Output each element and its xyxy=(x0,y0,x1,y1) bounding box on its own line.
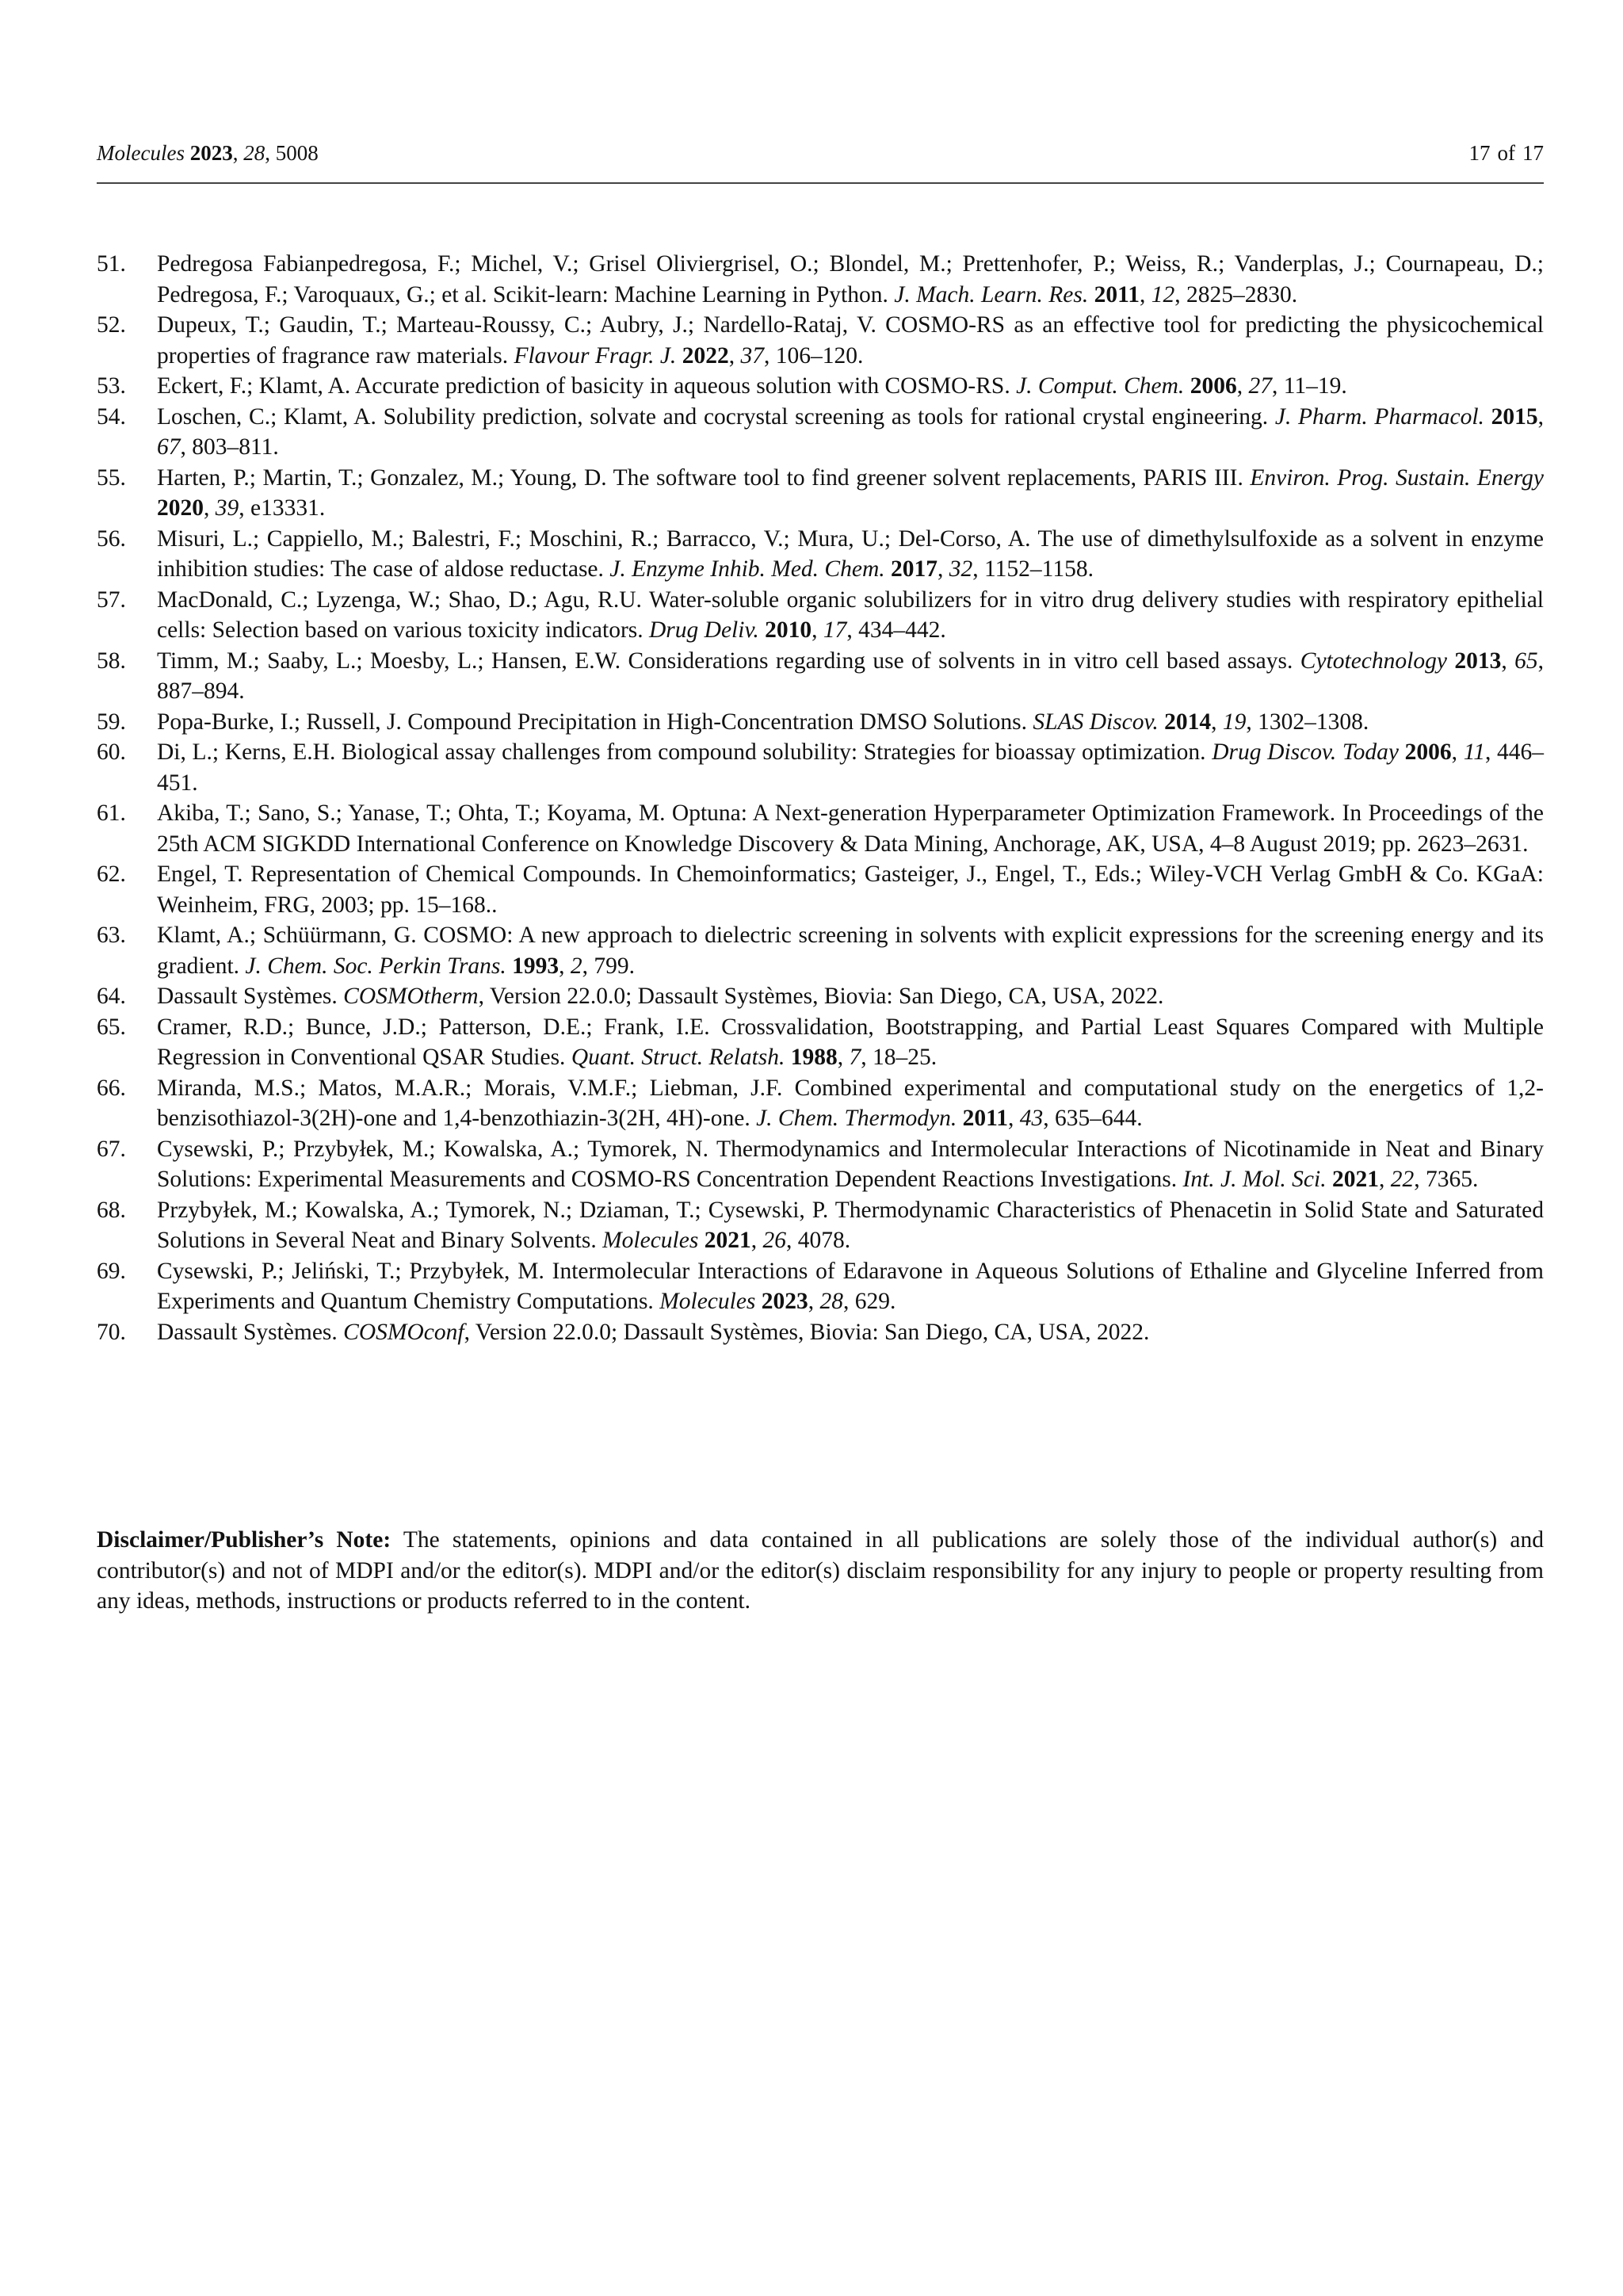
journal-volume: 28 xyxy=(243,141,265,165)
reference-segment: , 18–25. xyxy=(861,1045,938,1070)
reference-year: 1993 xyxy=(512,953,559,979)
reference-segment: , 799. xyxy=(582,953,636,979)
reference-segment: Eckert, F.; Klamt, A. Accurate prediction of basicity in aqueous solution with COSMO-RS. xyxy=(157,373,1017,399)
reference-text xyxy=(157,739,1544,796)
reference-number: 59. xyxy=(97,709,126,735)
reference-list xyxy=(97,249,1544,1347)
reference-year: 2006 xyxy=(1190,373,1237,399)
reference-segment: , xyxy=(1378,1167,1391,1192)
reference-segment xyxy=(759,617,765,643)
reference-segment xyxy=(885,556,891,582)
reference-number: 70. xyxy=(97,1319,126,1345)
reference-text xyxy=(157,800,1544,857)
reference-segment: , 4078. xyxy=(785,1228,851,1253)
page-number xyxy=(1469,141,1545,166)
reference-segment: Pedregosa Fabianpedregosa, F.; Michel, V.; Grisel Oliviergrisel, O.; Blondel, M.; Prettenhofer, P.; Weiss, R.; Vanderplas, J.; Cournapeau, D.; Pedregosa, F.; Varoquaux, G.; et al. Scikit-learn: Machine Learning in Python. xyxy=(157,251,1544,308)
reference-italic: 12 xyxy=(1151,281,1175,308)
reference-number: 58. xyxy=(97,648,126,674)
reference-item xyxy=(97,310,1544,371)
journal-name: Molecules xyxy=(97,141,185,165)
reference-italic: Environ. Prog. Sustain. Energy xyxy=(1250,464,1544,491)
reference-italic: J. Pharm. Pharmacol. xyxy=(1274,403,1484,430)
reference-year: 2014 xyxy=(1164,709,1212,735)
reference-italic: J. Mach. Learn. Res. xyxy=(894,281,1089,308)
reference-segment: , xyxy=(1236,373,1249,399)
disclaimer-label: Disclaimer/Publisher’s Note: xyxy=(97,1527,391,1553)
reference-text xyxy=(157,1014,1544,1071)
reference-segment: , xyxy=(559,953,571,979)
journal-year: 2023 xyxy=(189,141,233,165)
reference-segment: , Version 22.0.0; Dassault Systèmes, Biovia: San Diego, CA, USA, 2022. xyxy=(464,1319,1150,1345)
reference-segment: Przybyłek, M.; Kowalska, A.; Tymorek, N.; Dziaman, T.; Cysewski, P. Thermodynamic Characteristics of Phenacetin in Solid State and Saturated Solutions in Several Neat and Binary Solvents. xyxy=(157,1197,1544,1253)
reference-segment xyxy=(1088,282,1094,308)
article-number: 5008 xyxy=(275,141,319,165)
reference-item xyxy=(97,646,1544,707)
reference-item xyxy=(97,524,1544,585)
reference-year: 2022 xyxy=(682,342,729,369)
reference-segment: , xyxy=(1008,1106,1020,1131)
reference-number: 65. xyxy=(97,1014,126,1040)
total-pages: 17 xyxy=(1522,141,1544,165)
reference-year: 2011 xyxy=(962,1106,1009,1131)
reference-segment: , xyxy=(1139,281,1151,308)
reference-segment: , xyxy=(808,1289,820,1314)
reference-text xyxy=(157,648,1544,705)
reference-italic: J. Chem. Thermodyn. xyxy=(756,1106,957,1131)
reference-number: 51. xyxy=(97,251,126,277)
reference-italic: SLAS Discov. xyxy=(1033,709,1159,735)
reference-italic: Flavour Fragr. J. xyxy=(514,342,677,369)
reference-italic: COSMOconf xyxy=(343,1319,464,1345)
reference-text xyxy=(157,251,1544,308)
reference-year: 2006 xyxy=(1404,739,1452,765)
reference-item xyxy=(97,1256,1544,1317)
reference-segment: , 635–644. xyxy=(1043,1106,1143,1131)
page-of-label: of xyxy=(1497,141,1515,165)
reference-year: 1988 xyxy=(790,1045,838,1070)
reference-italic: 2 xyxy=(570,953,582,979)
reference-segment: , 629. xyxy=(843,1289,896,1314)
reference-year: 2020 xyxy=(157,495,204,521)
reference-italic: 19 xyxy=(1222,709,1247,735)
reference-segment xyxy=(698,1228,704,1253)
reference-segment: Dassault Systèmes. xyxy=(157,984,344,1009)
reference-italic: 26 xyxy=(762,1228,786,1253)
reference-segment: Dupeux, T.; Gaudin, T.; Marteau-Roussy, C.; Aubry, J.; Nardello-Rataj, V. COSMO-RS as an effective tool for predicting the physicochemical properties of fragrance raw materials. xyxy=(157,312,1544,369)
reference-segment xyxy=(1484,404,1491,430)
reference-text xyxy=(157,373,1347,399)
reference-number: 53. xyxy=(97,373,126,399)
reference-segment xyxy=(1184,373,1190,399)
reference-item xyxy=(97,981,1544,1012)
reference-segment xyxy=(957,1106,962,1131)
reference-italic: COSMOtherm xyxy=(343,984,479,1009)
reference-number: 63. xyxy=(97,923,126,948)
reference-year: 2021 xyxy=(1331,1167,1379,1192)
reference-item xyxy=(97,402,1544,463)
reference-segment: , xyxy=(750,1228,763,1253)
reference-italic: 65 xyxy=(1514,648,1538,674)
reference-segment: MacDonald, C.; Lyzenga, W.; Shao, D.; Agu, R.U. Water-soluble organic solubilizers for in vitro drug delivery studies with respiratory epithelial cells: Selection based on various toxicity indicators. xyxy=(157,586,1544,643)
reference-number: 60. xyxy=(97,739,126,765)
reference-segment xyxy=(755,1289,761,1314)
reference-year: 2017 xyxy=(891,556,938,582)
reference-segment: , xyxy=(837,1045,850,1070)
reference-item xyxy=(97,1317,1544,1348)
reference-item xyxy=(97,798,1544,859)
reference-item xyxy=(97,1195,1544,1256)
reference-segment xyxy=(1399,739,1405,765)
reference-italic: 28 xyxy=(819,1289,844,1314)
reference-segment: , 11–19. xyxy=(1271,373,1347,399)
reference-number: 66. xyxy=(97,1075,126,1101)
reference-number: 52. xyxy=(97,312,126,338)
reference-italic: J. Chem. Soc. Perkin Trans. xyxy=(245,953,506,979)
reference-segment: Cysewski, P.; Przybyłek, M.; Kowalska, A.; Tymorek, N. Thermodynamics and Intermolecular Interactions of Nicotinamide in Neat and Binary Solutions: Experimental Measurements and COSMO-RS Concentration Dependent Reactions Investigations. xyxy=(157,1136,1544,1192)
reference-year: 2015 xyxy=(1491,403,1538,430)
reference-italic: 7 xyxy=(849,1045,861,1070)
reference-item xyxy=(97,737,1544,798)
reference-segment: , 1302–1308. xyxy=(1246,709,1369,735)
reference-item xyxy=(97,920,1544,981)
reference-italic: Quant. Struct. Relatsh. xyxy=(571,1045,785,1070)
reference-segment: , xyxy=(1211,709,1223,735)
reference-italic: Drug Discov. Today xyxy=(1212,739,1399,765)
reference-text xyxy=(157,1137,1544,1193)
reference-segment: Klamt, A.; Schüürmann, G. COSMO: A new approach to dielectric screening in solvents with explicit expressions for the screening energy and its gradient. xyxy=(157,923,1544,979)
reference-italic: Int. J. Mol. Sci. xyxy=(1182,1167,1327,1192)
reference-segment: Loschen, C.; Klamt, A. Solubility prediction, solvate and cocrystal screening as tools for rational crystal engineering. xyxy=(157,403,1275,430)
reference-segment: , xyxy=(1451,739,1464,765)
reference-number: 69. xyxy=(97,1258,126,1284)
reference-text xyxy=(157,984,1163,1009)
reference-number: 64. xyxy=(97,984,126,1009)
reference-segment: , 7365. xyxy=(1414,1167,1479,1192)
disclaimer-note xyxy=(97,1525,1544,1617)
reference-segment xyxy=(676,343,682,369)
reference-segment: , xyxy=(938,556,949,582)
reference-segment: Di, L.; Kerns, E.H. Biological assay challenges from compound solubility: Strategies for bioassay optimization. xyxy=(157,739,1212,765)
reference-segment xyxy=(1327,1167,1332,1192)
reference-item xyxy=(97,1073,1544,1134)
reference-segment xyxy=(1447,648,1454,674)
reference-segment: , xyxy=(1537,403,1544,430)
reference-year: 2023 xyxy=(761,1289,808,1314)
reference-item xyxy=(97,707,1544,738)
reference-italic: Molecules xyxy=(659,1289,756,1314)
reference-segment: Cramer, R.D.; Bunce, J.D.; Patterson, D.E.; Frank, I.E. Crossvalidation, Bootstrapping, and Partial Least Squares Compared with Multiple Regression in Conventional QSAR Studies. xyxy=(157,1014,1544,1070)
reference-year: 2011 xyxy=(1094,281,1140,308)
current-page: 17 xyxy=(1468,141,1491,165)
reference-segment: Harten, P.; Martin, T.; Gonzalez, M.; Young, D. The software tool to find greener solvent replacements, PARIS III. xyxy=(157,464,1251,491)
reference-italic: 17 xyxy=(823,617,847,643)
reference-text xyxy=(157,526,1544,583)
reference-item xyxy=(97,859,1544,920)
reference-segment: , 434–442. xyxy=(846,617,946,643)
reference-item xyxy=(97,585,1544,646)
reference-segment: Misuri, L.; Cappiello, M.; Balestri, F.; Moschini, R.; Barracco, V.; Mura, U.; Del-Corso, A. The use of dimethylsulfoxide as a solvent in enzyme inhibition studies: The case of aldose reductase. xyxy=(157,525,1544,582)
disclaimer-text: The statements, opinions and data contained in all publications are solely those of the individual author(s) and contributor(s) and not of MDPI and/or the editor(s). MDPI and/or the editor(s) disclaim responsibility for any injury to people or property resulting from any ideas, methods, instructions or products referred to in the content. xyxy=(97,1527,1544,1614)
reference-italic: 67 xyxy=(157,434,181,460)
reference-text xyxy=(157,923,1544,979)
reference-text xyxy=(157,465,1544,521)
page-header xyxy=(97,141,1544,184)
reference-segment: , 2825–2830. xyxy=(1174,281,1298,308)
reference-number: 55. xyxy=(97,464,126,491)
reference-number: 56. xyxy=(97,525,126,552)
reference-item xyxy=(97,1012,1544,1073)
reference-segment: Dassault Systèmes. xyxy=(157,1319,344,1345)
reference-italic: Drug Deliv. xyxy=(649,617,759,643)
reference-text xyxy=(157,1320,1149,1345)
reference-italic: 43 xyxy=(1019,1106,1044,1131)
reference-number: 67. xyxy=(97,1136,126,1162)
reference-italic: Cytotechnology xyxy=(1300,648,1447,674)
reference-segment: Popa-Burke, I.; Russell, J. Compound Precipitation in High-Concentration DMSO Solutions. xyxy=(157,709,1033,735)
reference-italic: 32 xyxy=(949,556,973,582)
reference-segment: , xyxy=(204,495,216,521)
reference-text xyxy=(157,1259,1544,1315)
reference-text xyxy=(157,1198,1544,1254)
reference-text xyxy=(157,709,1369,735)
reference-number: 61. xyxy=(97,800,126,826)
reference-segment: , e13331. xyxy=(239,495,326,521)
reference-text xyxy=(157,404,1544,460)
reference-italic: 39 xyxy=(215,495,239,521)
reference-italic: J. Comput. Chem. xyxy=(1016,373,1185,399)
reference-number: 68. xyxy=(97,1197,126,1223)
reference-segment: Akiba, T.; Sano, S.; Yanase, T.; Ohta, T.; Koyama, M. Optuna: A Next-generation Hyperparameter Optimization Framework. In Proceedings of the 25th ACM SIGKDD International Conference on Knowledge Discovery & Data Mining, Anchorage, AK, USA, 4–8 August 2019; pp. 2623–2631. xyxy=(157,800,1544,857)
reference-item xyxy=(97,1134,1544,1195)
journal-citation: Molecules 2023, 28, 5008 xyxy=(97,141,319,165)
reference-italic: 22 xyxy=(1390,1167,1415,1192)
reference-segment: Timm, M.; Saaby, L.; Moesby, L.; Hansen, E.W. Considerations regarding use of solvents in in vitro cell based assays. xyxy=(157,648,1300,674)
reference-italic: 11 xyxy=(1463,739,1485,765)
reference-segment: , 446–451. xyxy=(157,739,1545,796)
reference-text xyxy=(157,1075,1544,1132)
reference-segment: , xyxy=(812,617,823,643)
reference-text xyxy=(157,587,1544,644)
reference-segment: , 887–894. xyxy=(157,648,1545,704)
reference-segment: , 803–811. xyxy=(180,434,279,460)
reference-italic: 37 xyxy=(740,342,764,369)
reference-italic: 27 xyxy=(1248,373,1272,399)
reference-year: 2010 xyxy=(765,617,812,643)
reference-segment: Miranda, M.S.; Matos, M.A.R.; Morais, V.M.F.; Liebman, J.F. Combined experimental and computational study on the energetics of 1,2-benzisothiazol-3(2H)-one and 1,4-benzothiazin-3(2H, 4H)-one. xyxy=(157,1075,1544,1131)
reference-segment: , 106–120. xyxy=(763,342,864,369)
reference-item xyxy=(97,371,1544,402)
reference-segment: , Version 22.0.0; Dassault Systèmes, Biovia: San Diego, CA, USA, 2022. xyxy=(478,984,1164,1009)
reference-year: 2013 xyxy=(1454,648,1502,674)
reference-segment: Engel, T. Representation of Chemical Compounds. In Chemoinformatics; Gasteiger, J., Engel, T., Eds.; Wiley-VCH Verlag GmbH & Co. KGaA: Weinheim, FRG, 2003; pp. 15–168.. xyxy=(157,861,1544,918)
reference-segment xyxy=(785,1045,790,1070)
reference-text xyxy=(157,312,1544,369)
reference-number: 57. xyxy=(97,586,126,613)
reference-item xyxy=(97,463,1544,524)
reference-segment: Cysewski, P.; Jeliński, T.; Przybyłek, M. Intermolecular Interactions of Edaravone in Aqueous Solutions of Ethaline and Glyceline Inferred from Experiments and Quantum Chemistry Computations. xyxy=(157,1258,1544,1314)
reference-segment: , xyxy=(728,342,741,369)
reference-item xyxy=(97,249,1544,310)
reference-year: 2021 xyxy=(704,1228,751,1253)
reference-text xyxy=(157,861,1544,918)
reference-number: 54. xyxy=(97,403,126,430)
reference-segment: , xyxy=(1501,648,1515,674)
reference-italic: Molecules xyxy=(602,1228,699,1253)
reference-segment: , 1152–1158. xyxy=(972,556,1094,582)
reference-number: 62. xyxy=(97,861,126,887)
reference-italic: J. Enzyme Inhib. Med. Chem. xyxy=(609,556,885,582)
